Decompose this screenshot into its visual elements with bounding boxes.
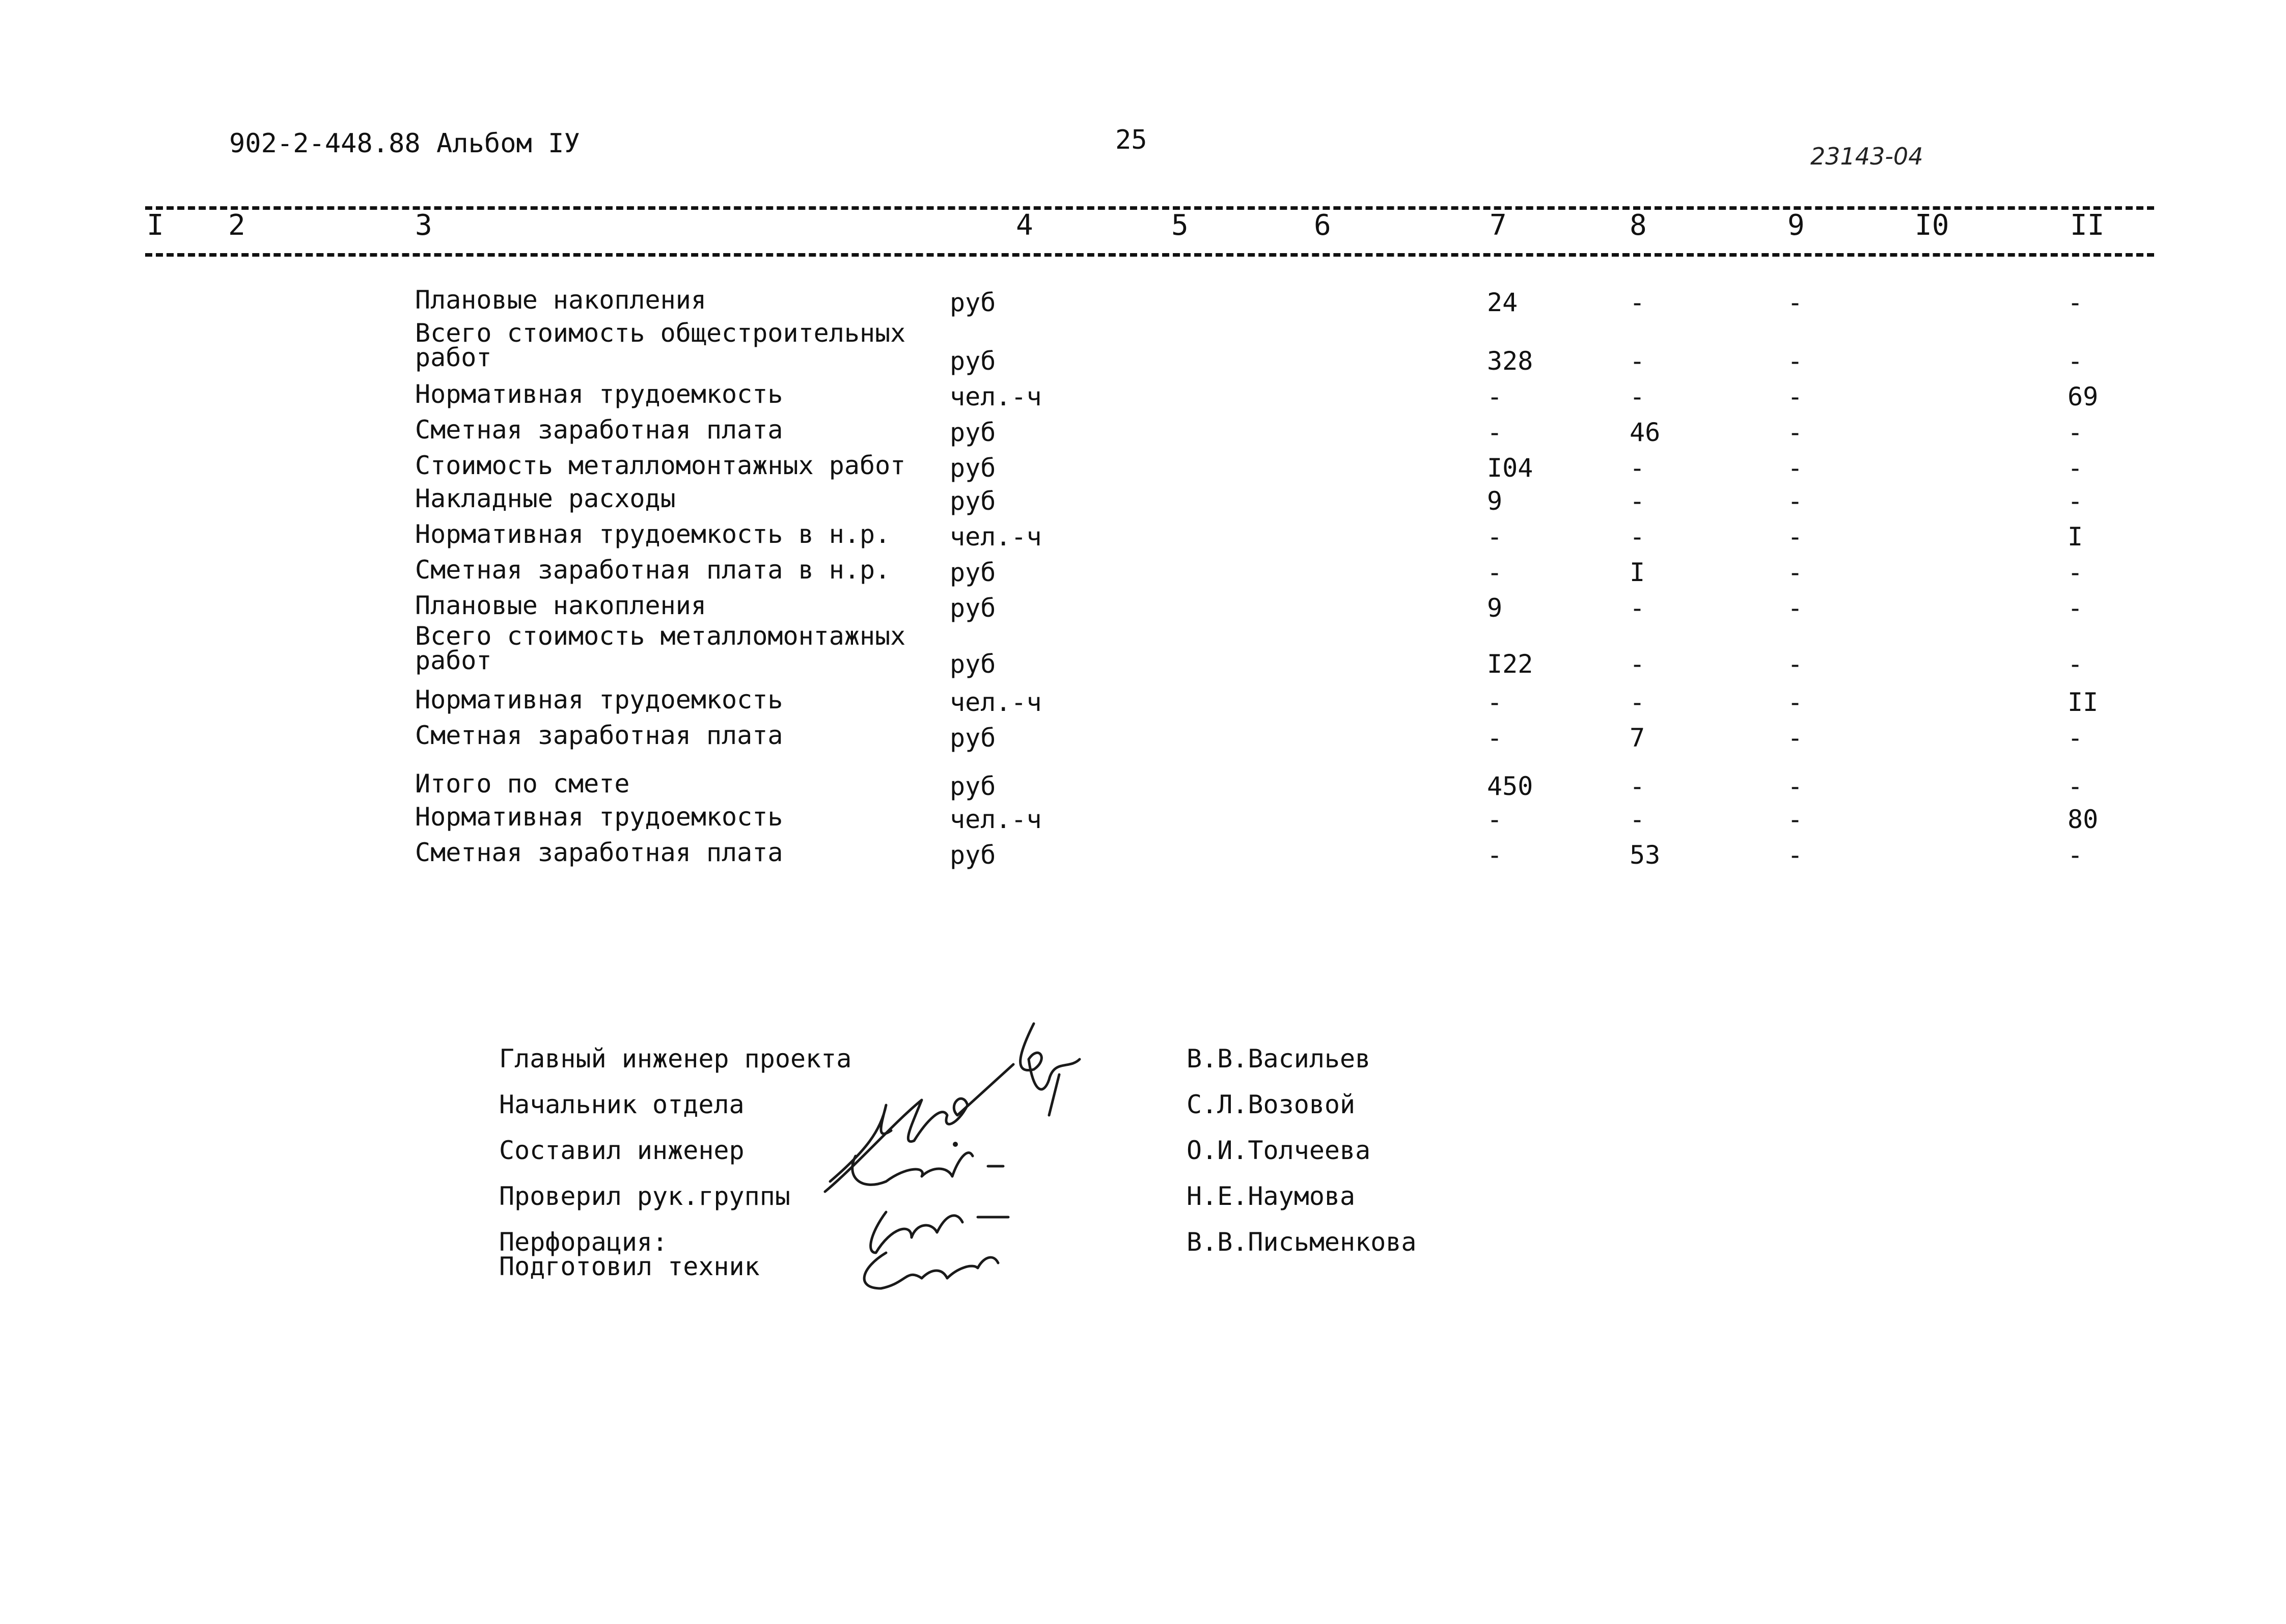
row-label	[415, 453, 905, 478]
cell-col-11: I	[2068, 522, 2083, 552]
cell-col-8: -	[1630, 288, 1645, 317]
signatory-role-line: Перфорация:	[499, 1227, 668, 1257]
cell-col-8: -	[1630, 593, 1645, 623]
row-label-line: Всего стоимость металломонтажных	[415, 621, 906, 651]
handwritten-signatures	[794, 1013, 1151, 1299]
row-label	[415, 318, 906, 372]
signatory-role	[499, 1227, 760, 1281]
row-unit: руб	[950, 723, 996, 753]
cell-col-9: -	[1787, 649, 1803, 679]
cell-col-9: -	[1787, 593, 1803, 623]
cell-col-11: -	[2068, 288, 2083, 317]
row-label	[415, 802, 783, 832]
row-label-line: Нормативная трудоемкость в н.р.	[415, 519, 891, 549]
signatory-name: В.В.Васильев	[1187, 1044, 1371, 1074]
column-number: 8	[1630, 209, 1647, 242]
signatory-role-line: Главный инженер проекта	[499, 1044, 852, 1074]
cell-col-9: -	[1787, 382, 1803, 411]
table-row	[0, 285, 2286, 334]
cell-col-9: -	[1787, 486, 1803, 516]
cell-col-7: -	[1487, 687, 1503, 717]
cell-col-7: I22	[1487, 649, 1533, 679]
cell-col-7: 9	[1487, 486, 1503, 516]
row-label-line: Плановые накопления	[415, 285, 706, 315]
row-unit: руб	[950, 486, 996, 516]
signatory-name: Н.Е.Наумова	[1187, 1181, 1356, 1211]
row-unit: руб	[950, 772, 996, 801]
signatory-name: С.Л.Возовой	[1187, 1090, 1356, 1119]
column-number: I	[147, 209, 164, 242]
row-label-line: Сметная заработная плата	[415, 721, 783, 750]
row-label	[415, 840, 783, 865]
row-unit: чел.-ч	[950, 382, 1042, 411]
column-number: 4	[1016, 209, 1033, 242]
column-number: II	[2070, 209, 2105, 242]
signatory-role-line: Начальник отдела	[499, 1090, 745, 1119]
cell-col-9: -	[1787, 522, 1803, 552]
cell-col-11: 69	[2068, 382, 2099, 411]
signatory-role-line: Подготовил техник	[499, 1252, 760, 1281]
cell-col-9: -	[1787, 772, 1803, 801]
signatory-role-line: Проверил рук.группы	[499, 1181, 790, 1211]
cell-col-9: -	[1787, 840, 1803, 870]
column-number: 7	[1490, 209, 1507, 242]
cell-col-11: -	[2068, 772, 2083, 801]
row-unit: чел.-ч	[950, 687, 1042, 717]
cell-col-9: -	[1787, 558, 1803, 587]
row-label	[415, 379, 783, 409]
row-unit: руб	[950, 593, 996, 623]
signatory-name: О.И.Толчеева	[1187, 1136, 1371, 1165]
row-unit: руб	[950, 558, 996, 587]
cell-col-8: 53	[1630, 840, 1661, 870]
cell-col-11: -	[2068, 593, 2083, 623]
row-unit: руб	[950, 649, 996, 679]
signatory-role	[499, 1092, 745, 1117]
signatory-name: В.В.Письменкова	[1187, 1227, 1417, 1257]
cell-col-8: -	[1630, 486, 1645, 516]
row-unit: руб	[950, 840, 996, 870]
cell-col-7: -	[1487, 418, 1503, 447]
cell-col-9: -	[1787, 723, 1803, 753]
cell-col-7: 450	[1487, 772, 1533, 801]
row-unit: руб	[950, 453, 996, 483]
cell-col-8: -	[1630, 346, 1645, 376]
table-row	[0, 723, 2286, 769]
row-unit: чел.-ч	[950, 522, 1042, 552]
cell-col-7: -	[1487, 840, 1503, 870]
cell-col-7: -	[1487, 382, 1503, 411]
cell-col-11: -	[2068, 558, 2083, 587]
sheet-number: 23143-04	[1810, 143, 1923, 170]
cell-col-8: -	[1630, 382, 1645, 411]
row-label-line: Накладные расходы	[415, 484, 676, 513]
row-label	[415, 519, 891, 549]
table-header-rule	[145, 253, 2154, 257]
row-label	[415, 723, 783, 748]
document-code: 902-2-448.88 Альбом IУ	[229, 128, 580, 159]
cell-col-9: -	[1787, 687, 1803, 717]
row-unit: руб	[950, 288, 996, 317]
cell-col-8: -	[1630, 522, 1645, 552]
row-label-line: Сметная заработная плата	[415, 415, 783, 445]
cell-col-7: -	[1487, 805, 1503, 834]
cell-col-8: 46	[1630, 418, 1661, 447]
row-unit: руб	[950, 346, 996, 376]
cell-col-9: -	[1787, 288, 1803, 317]
cell-col-7: 328	[1487, 346, 1533, 376]
row-label-line: Нормативная трудоемкость	[415, 802, 783, 832]
column-number: 2	[228, 209, 245, 242]
table-row	[0, 593, 2286, 639]
column-number: 5	[1171, 209, 1189, 242]
signatory-role	[499, 1181, 790, 1211]
cell-col-11: II	[2068, 687, 2099, 717]
row-label-line: Плановые накопления	[415, 591, 706, 620]
row-label-line: работ	[415, 343, 492, 372]
row-label-line: Всего стоимость общестроительных	[415, 318, 906, 348]
signatory-role	[499, 1138, 745, 1163]
row-label-line: работ	[415, 646, 492, 675]
cell-col-8: -	[1630, 772, 1645, 801]
cell-col-7: -	[1487, 522, 1503, 552]
row-label-line: Итого по смете	[415, 769, 630, 799]
column-number: I0	[1915, 209, 1949, 242]
row-label-line: Стоимость металломонтажных работ	[415, 451, 906, 480]
cell-col-9: -	[1787, 805, 1803, 834]
row-unit: чел.-ч	[950, 805, 1042, 834]
cell-col-8: -	[1630, 453, 1645, 483]
cell-col-11: -	[2068, 418, 2083, 447]
cell-col-8: I	[1630, 558, 1645, 587]
column-number: 6	[1314, 209, 1331, 242]
row-label	[415, 687, 783, 712]
cell-col-7: I04	[1487, 453, 1533, 483]
cell-col-11: -	[2068, 453, 2083, 483]
cell-col-11: -	[2068, 723, 2083, 753]
row-label-line: Нормативная трудоемкость	[415, 379, 783, 409]
cell-col-7: -	[1487, 723, 1503, 753]
row-unit: руб	[950, 418, 996, 447]
row-label	[415, 415, 783, 445]
row-label-line: Нормативная трудоемкость	[415, 685, 783, 714]
cell-col-7: 24	[1487, 288, 1518, 317]
page-number: 25	[1115, 125, 1147, 155]
row-label	[415, 555, 891, 585]
row-label	[415, 593, 706, 618]
row-label	[415, 621, 906, 675]
column-number: 9	[1787, 209, 1805, 242]
cell-col-11: -	[2068, 486, 2083, 516]
row-label	[415, 486, 676, 511]
cell-col-9: -	[1787, 418, 1803, 447]
cell-col-11: -	[2068, 346, 2083, 376]
cell-col-8: -	[1630, 805, 1645, 834]
cell-col-9: -	[1787, 346, 1803, 376]
cell-col-7: 9	[1487, 593, 1503, 623]
row-label-line: Сметная заработная плата в н.р.	[415, 555, 891, 585]
cell-col-11: -	[2068, 649, 2083, 679]
cell-col-9: -	[1787, 453, 1803, 483]
row-label	[415, 769, 630, 799]
table-row	[0, 840, 2286, 886]
column-number: 3	[415, 209, 432, 242]
cell-col-8: 7	[1630, 723, 1645, 753]
column-number-row	[0, 209, 2286, 244]
cell-col-8: -	[1630, 687, 1645, 717]
cell-col-11: 80	[2068, 805, 2099, 834]
cell-col-8: -	[1630, 649, 1645, 679]
row-label	[415, 285, 706, 315]
cell-col-7: -	[1487, 558, 1503, 587]
cell-col-11: -	[2068, 840, 2083, 870]
row-label-line: Сметная заработная плата	[415, 838, 783, 867]
signatory-role-line: Составил инженер	[499, 1136, 745, 1165]
